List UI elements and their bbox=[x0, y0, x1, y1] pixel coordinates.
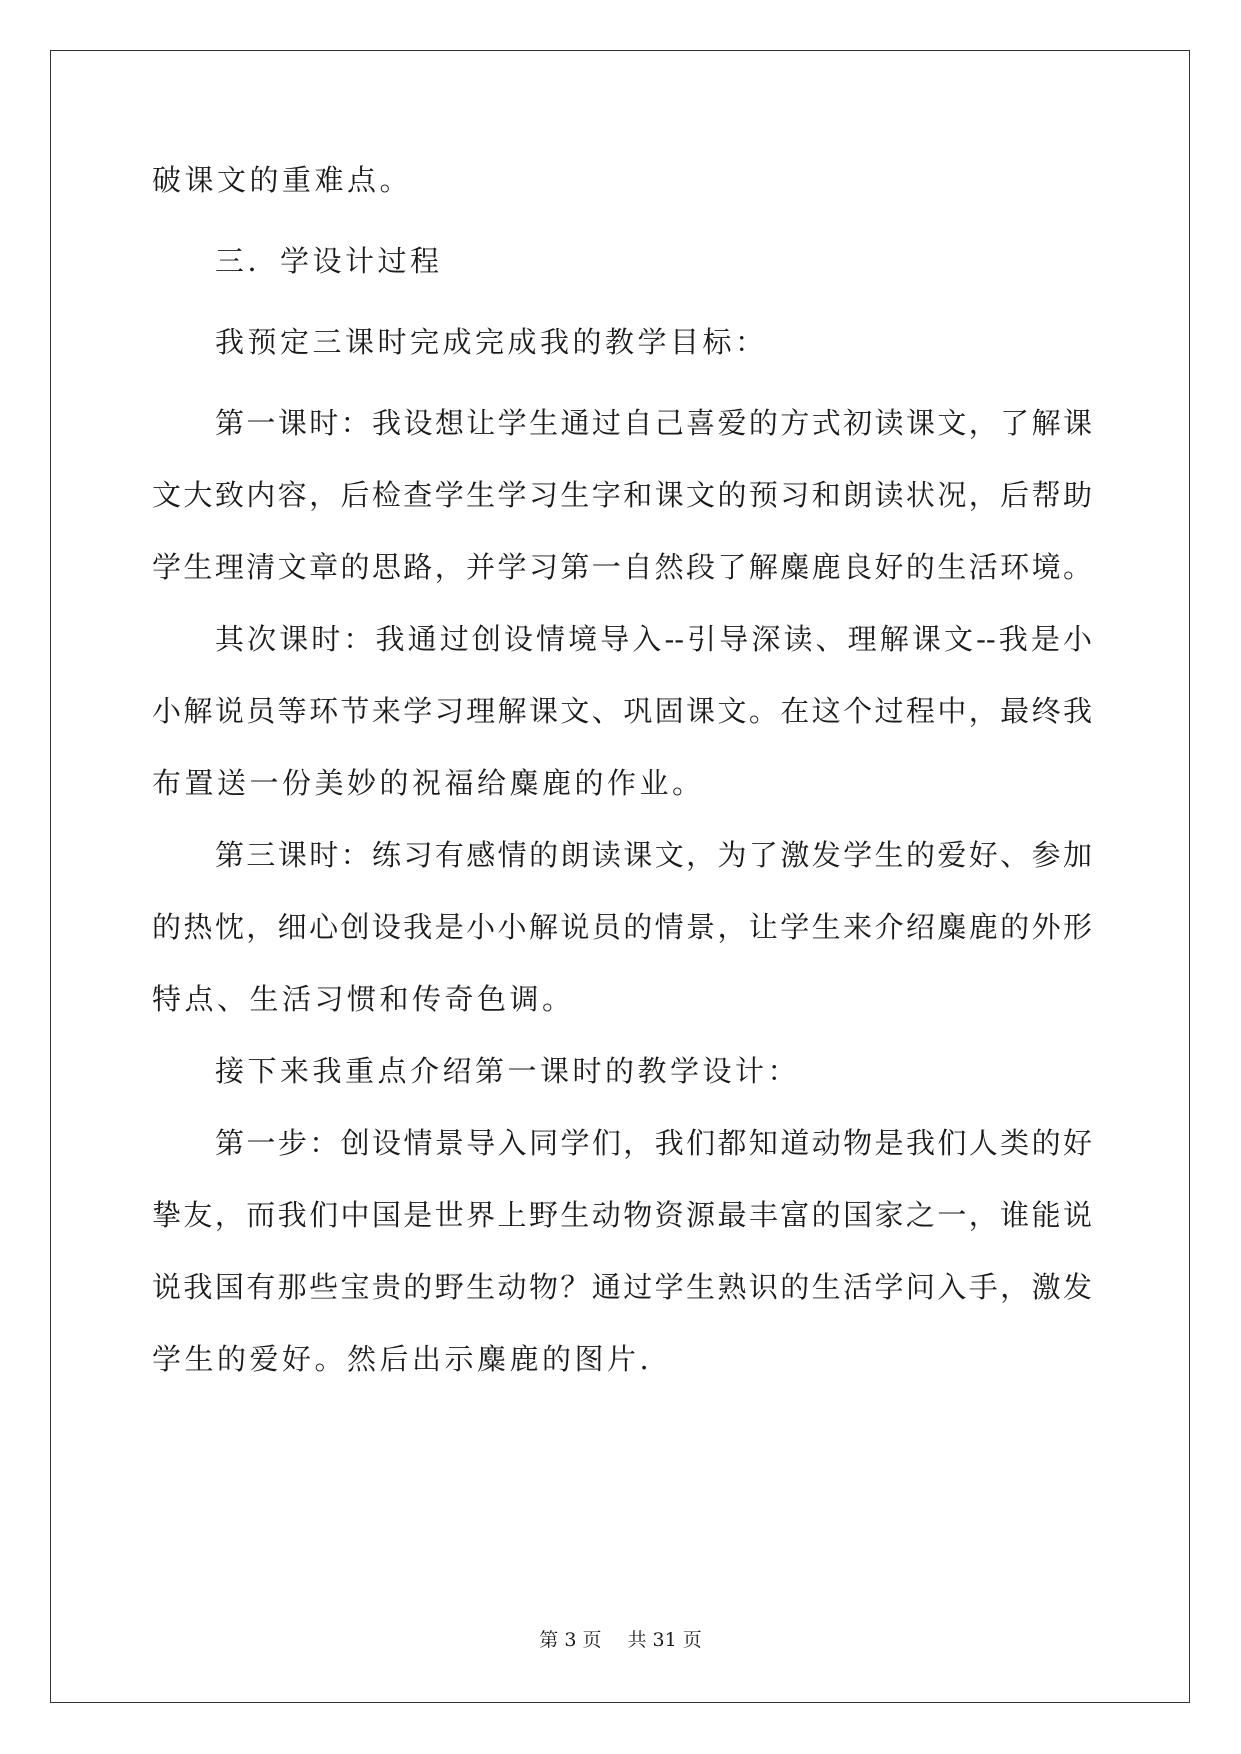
paragraph-line: 接下来我重点介绍第一课时的教学设计： bbox=[215, 1054, 801, 1088]
paragraph-line: 第一课时：我设想让学生通过自己喜爱的方式初读课文，了解课 bbox=[215, 406, 1092, 440]
paragraph-line: 学生理清文章的思路，并学习第一自然段了解麋鹿良好的生活环境。 bbox=[152, 550, 1092, 584]
paragraph-line: 第三课时：练习有感情的朗读课文，为了激发学生的爱好、参加 bbox=[215, 838, 1092, 872]
paragraph-line: 其次课时：我通过创设情境导入--引导深读、理解课文--我是小 bbox=[215, 622, 1092, 656]
paragraph-line: 说我国有那些宝贵的野生动物？通过学生熟识的生活学问入手，激发 bbox=[152, 1270, 1092, 1304]
section-heading: 三．学设计过程 bbox=[215, 244, 443, 278]
paragraph-line: 特点、生活习惯和传奇色调。 bbox=[152, 982, 575, 1016]
paragraph-line: 挚友，而我们中国是世界上野生动物资源最丰富的国家之一，谁能说 bbox=[152, 1198, 1092, 1232]
page-total: 共 31 页 bbox=[627, 1629, 702, 1651]
paragraph-line: 我预定三课时完成完成我的教学目标： bbox=[215, 325, 768, 359]
page-number: 第 3 页 bbox=[539, 1629, 602, 1651]
paragraph-line: 文大致内容，后检查学生学习生字和课文的预习和朗读状况，后帮助 bbox=[152, 478, 1092, 512]
paragraph-line: 小解说员等环节来学习理解课文、巩固课文。在这个过程中，最终我 bbox=[152, 694, 1092, 728]
paragraph-line: 学生的爱好。然后出示麋鹿的图片. bbox=[152, 1342, 653, 1376]
page-footer bbox=[0, 1628, 1241, 1652]
paragraph-line: 第一步：创设情景导入同学们，我们都知道动物是我们人类的好 bbox=[215, 1126, 1092, 1160]
paragraph-line: 的热忱，细心创设我是小小解说员的情景，让学生来介绍麋鹿的外形 bbox=[152, 910, 1092, 944]
paragraph-line: 破课文的重难点。 bbox=[152, 163, 413, 197]
page-border bbox=[50, 50, 1190, 1703]
paragraph-line: 布置送一份美妙的祝福给麋鹿的作业。 bbox=[152, 766, 705, 800]
